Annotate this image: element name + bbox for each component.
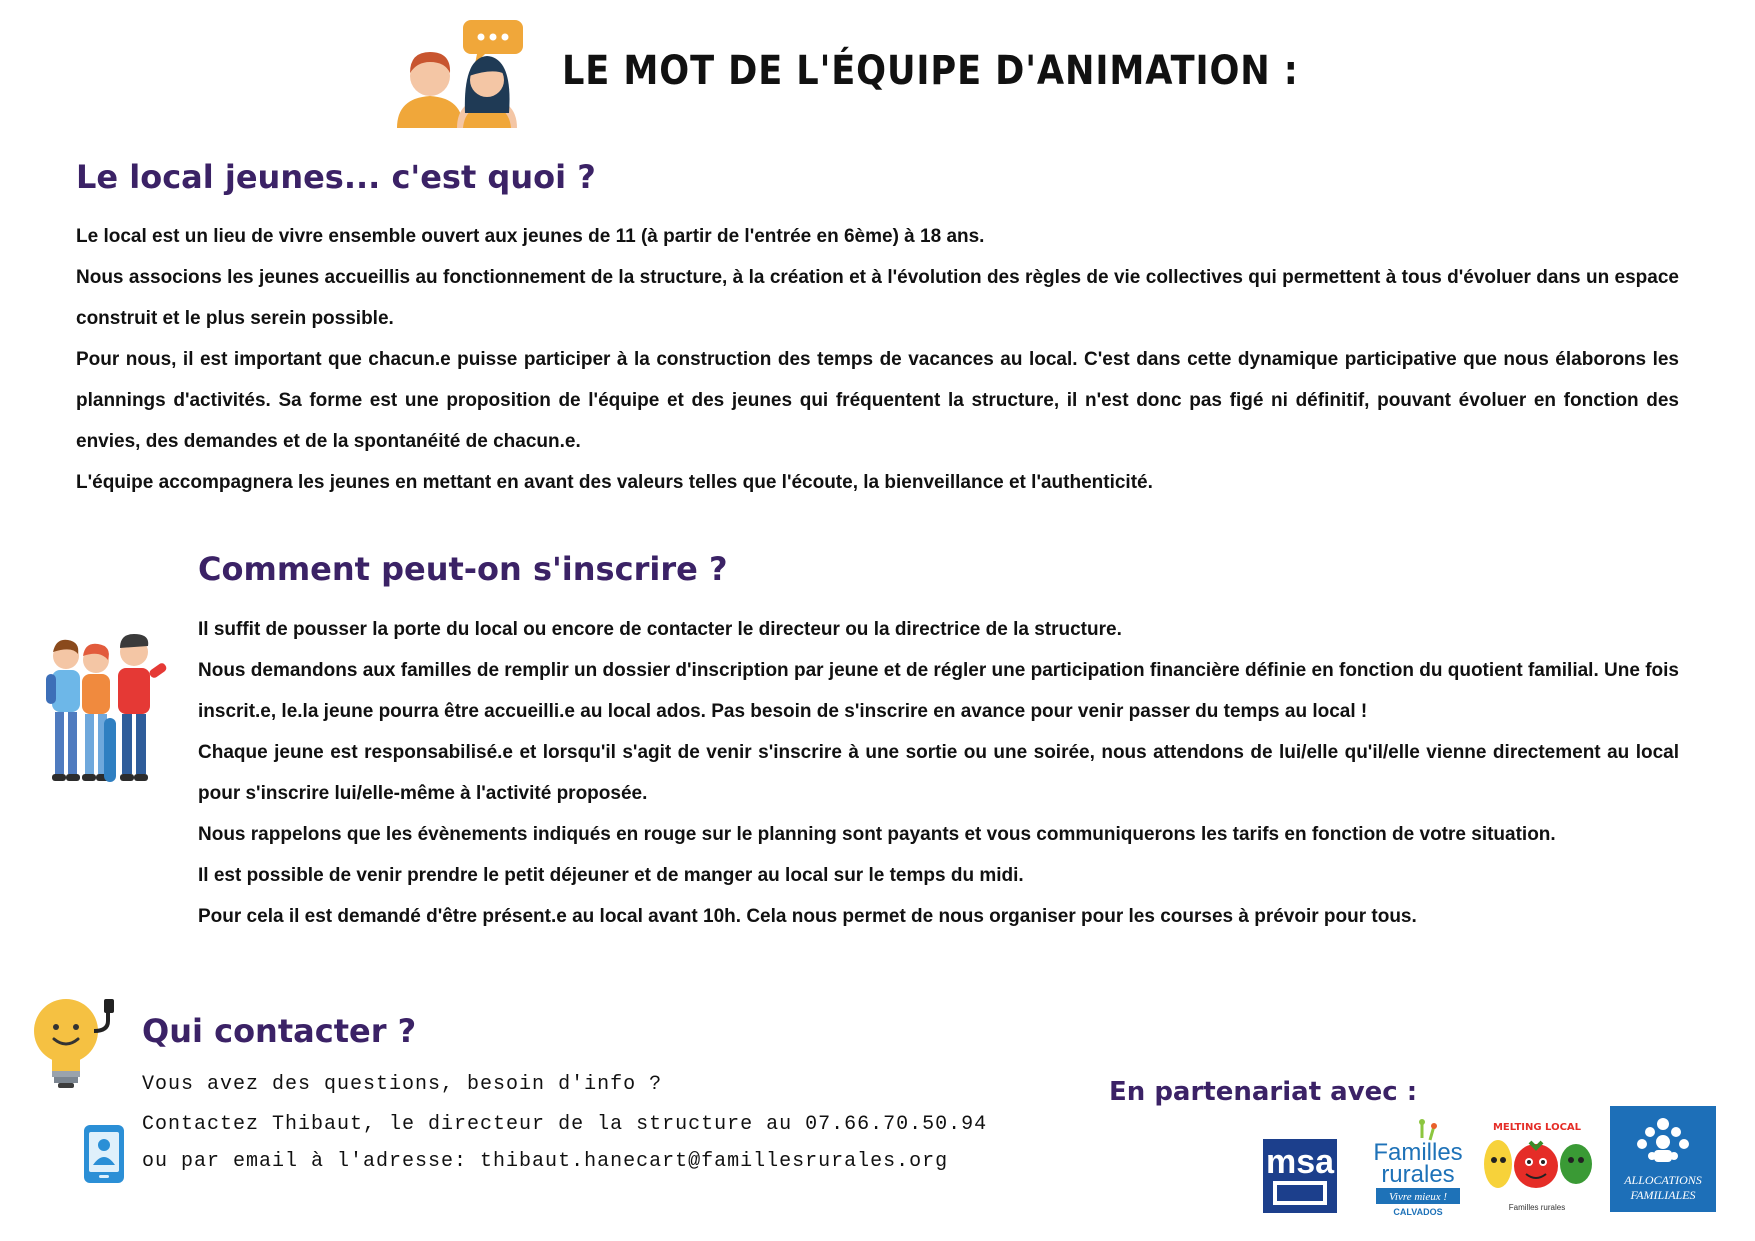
page-title: LE MOT DE L'ÉQUIPE D'ANIMATION : bbox=[562, 48, 1299, 94]
paragraph: Il suffit de pousser la porte du local ou encore de contacter le directeur ou la directrice de la structure. bbox=[198, 619, 1122, 640]
caf-logo-line1: ALLOCATIONS bbox=[1624, 1173, 1702, 1187]
team-chat-icon bbox=[395, 18, 530, 128]
lightbulb-icon bbox=[30, 995, 122, 1091]
caf-logo-line2: FAMILIALES bbox=[1630, 1188, 1696, 1202]
familles-logo-line1: Familles bbox=[1373, 1139, 1463, 1166]
contact-line-phone: Contactez Thibaut, le directeur de la structure au 07.66.70.50.94 bbox=[142, 1113, 988, 1136]
familles-logo-line2: rurales bbox=[1381, 1161, 1455, 1188]
contact-line-questions: Vous avez des questions, besoin d'info ? bbox=[142, 1073, 663, 1096]
section-heading-contact: Qui contacter ? bbox=[142, 1012, 417, 1050]
msa-logo bbox=[1263, 1139, 1337, 1213]
paragraph: L'équipe accompagnera les jeunes en mettant en avant des valeurs telles que l'écoute, la bienveillance et l'authenticité. bbox=[76, 472, 1153, 493]
paragraph: Nous rappelons que les évènements indiqués en rouge sur le planning sont payants et vous communiquerons les tarifs en fonction de votre situation. bbox=[198, 824, 1556, 845]
melting-local-logo bbox=[1476, 1118, 1598, 1214]
paragraph: Chaque jeune est responsabilisé.e et lorsqu'il s'agit de venir s'inscrire à une sortie ou une soirée, nous attendons de lui/elle qu'il/elle vienne directement au local pour s'inscrire lui/elle-même à l'activité proposée. bbox=[198, 742, 1679, 804]
phone-contact-icon bbox=[82, 1123, 126, 1185]
teenagers-illustration bbox=[38, 626, 178, 791]
melting-logo-title: MELTING LOCAL bbox=[1492, 1122, 1582, 1133]
paragraph: Pour cela il est demandé d'être présent.e au local avant 10h. Cela nous permet de nous organiser pour les courses à prévoir pour tous. bbox=[198, 906, 1417, 927]
section-heading-local: Le local jeunes... c'est quoi ? bbox=[76, 158, 596, 196]
paragraph: Il est possible de venir prendre le petit déjeuner et de manger au local sur le temps du midi. bbox=[198, 865, 1024, 886]
melting-logo-sub: Familles rurales bbox=[1508, 1203, 1566, 1212]
partners-heading: En partenariat avec : bbox=[1109, 1077, 1418, 1107]
paragraph: Nous demandons aux familles de remplir un dossier d'inscription par jeune et de régler une participation financière définie en fonction du quotient familial. Une fois inscrit.e, le.la jeune pourra être accueilli.e au local ados. Pas besoin de s'inscrire en avance pour venir passer du temps au local ! bbox=[198, 660, 1679, 722]
section-inscription-text bbox=[198, 609, 1679, 937]
section-local-text bbox=[76, 216, 1679, 503]
paragraph: Pour nous, il est important que chacun.e puisse participer à la construction des temps de vacances au local. C'est dans cette dynamique participative que nous élaborons les plannings d'activités. Sa forme est une proposition de l'équipe et des jeunes qui fréquentent la structure, il n'est donc pas figé ni définitif, pouvant évoluer en fonction des envies, des demandes et de la spontanéité de chacun.e. bbox=[76, 349, 1679, 452]
familles-logo-slogan: Vivre mieux ! bbox=[1388, 1191, 1448, 1203]
contact-email[interactable]: ou par email à l'adresse: thibaut.hanecart@famillesrurales.org bbox=[142, 1150, 949, 1173]
paragraph: Nous associons les jeunes accueillis au fonctionnement de la structure, à la création et à l'évolution des règles de vie collectives qui permettent à tous d'évoluer dans un espace construit et le plus serein possible. bbox=[76, 267, 1679, 329]
caf-logo bbox=[1610, 1106, 1716, 1212]
familles-rurales-logo bbox=[1368, 1118, 1468, 1218]
msa-logo-text: msa bbox=[1265, 1143, 1335, 1181]
section-heading-inscription: Comment peut-on s'inscrire ? bbox=[198, 550, 728, 588]
familles-logo-region: CALVADOS bbox=[1393, 1207, 1443, 1217]
paragraph: Le local est un lieu de vivre ensemble ouvert aux jeunes de 11 (à partir de l'entrée en 6ème) à 18 ans. bbox=[76, 226, 985, 247]
